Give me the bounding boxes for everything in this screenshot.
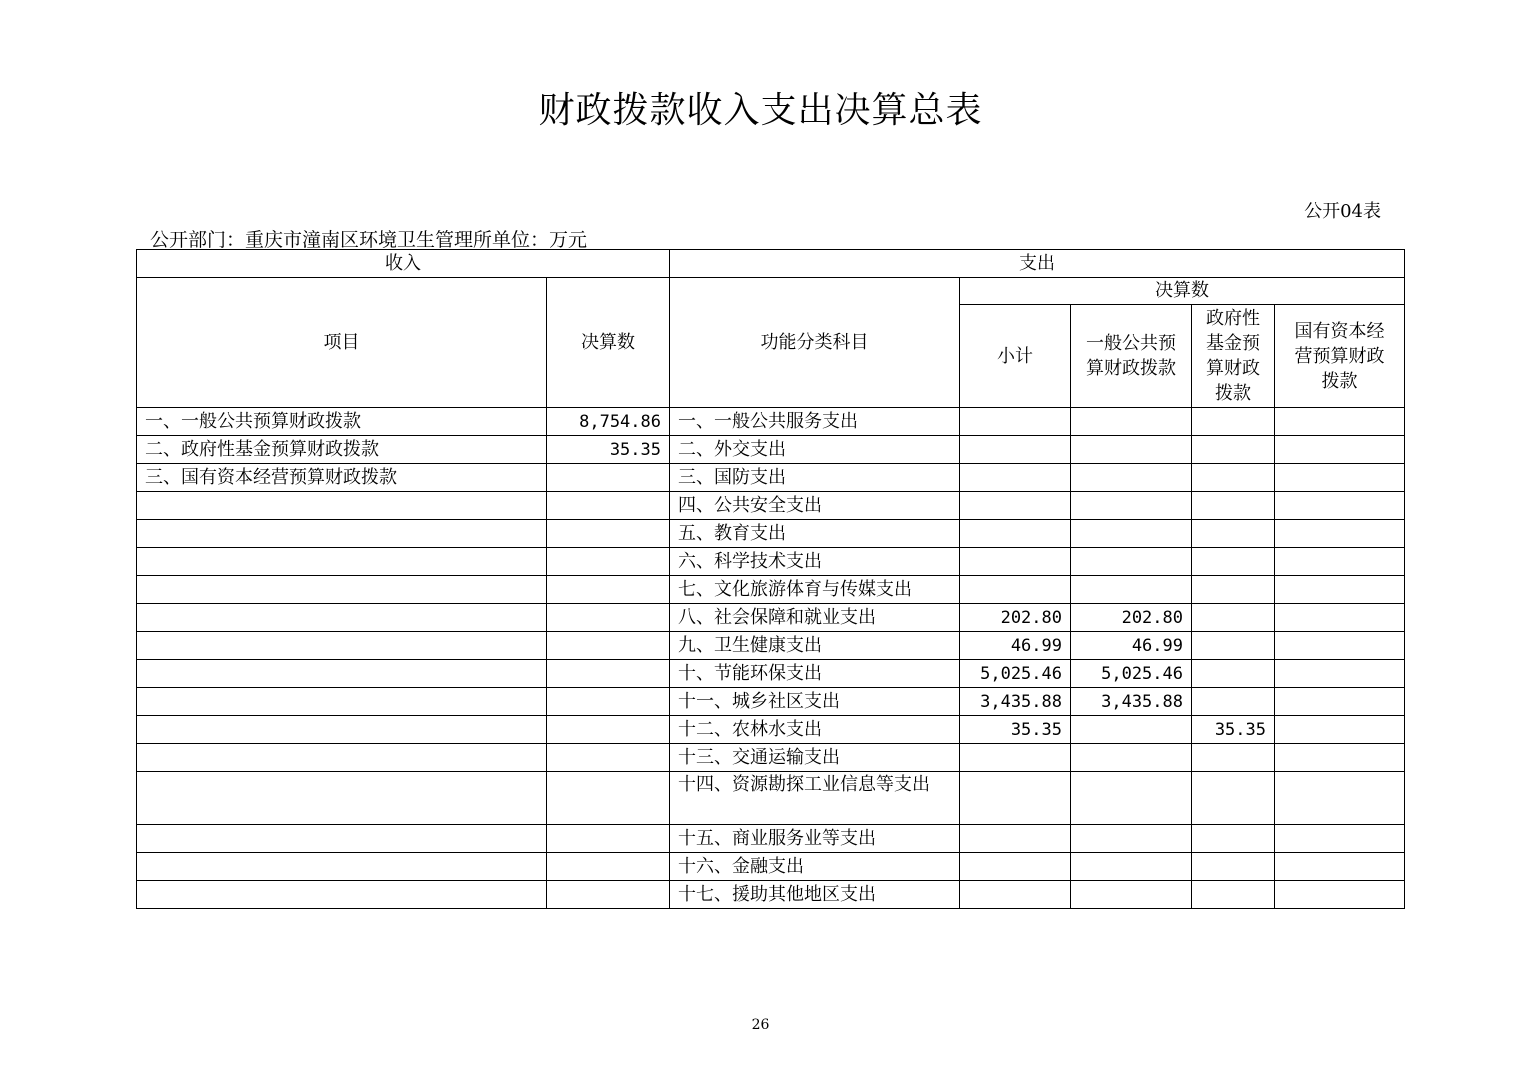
state-capital-cell <box>1275 492 1405 520</box>
state-capital-cell <box>1275 716 1405 744</box>
general-budget-cell <box>1071 548 1192 576</box>
table-row <box>137 436 1405 464</box>
expense-item-cell: 十二、农林水支出 <box>670 716 960 744</box>
general-budget-cell <box>1071 772 1192 825</box>
subtotal-cell <box>960 853 1071 881</box>
income-amount-cell <box>547 464 670 492</box>
general-budget-cell: 3,435.88 <box>1071 688 1192 716</box>
income-amount-cell <box>547 576 670 604</box>
income-amount-cell: 35.35 <box>547 436 670 464</box>
gov-fund-cell <box>1192 576 1275 604</box>
general-budget-cell <box>1071 464 1192 492</box>
expense-item-cell: 十三、交通运输支出 <box>670 744 960 772</box>
state-capital-cell <box>1275 660 1405 688</box>
income-item-cell <box>137 853 547 881</box>
table-row <box>137 548 1405 576</box>
state-capital-cell <box>1275 604 1405 632</box>
gov-fund-cell <box>1192 660 1275 688</box>
gov-fund-cell <box>1192 604 1275 632</box>
expense-item-cell: 十一、城乡社区支出 <box>670 688 960 716</box>
income-amount-cell <box>547 548 670 576</box>
page-title: 财政拨款收入支出决算总表 <box>538 90 983 131</box>
table-row <box>137 881 1405 909</box>
table-row <box>137 576 1405 604</box>
gov-fund-cell <box>1192 744 1275 772</box>
fiscal-summary-table <box>136 249 1405 909</box>
income-amount-cell <box>547 772 670 825</box>
gov-fund-cell <box>1192 520 1275 548</box>
page-number: 26 <box>751 1017 770 1033</box>
general-budget-cell <box>1071 576 1192 604</box>
income-amount-cell <box>547 716 670 744</box>
expense-item-cell: 四、公共安全支出 <box>670 492 960 520</box>
expense-item-cell: 十四、资源勘探工业信息等支出 <box>670 772 960 825</box>
department-unit-line: 公开部门：重庆市潼南区环境卫生管理所单位：万元 <box>150 229 588 251</box>
expense-item-cell: 十六、金融支出 <box>670 853 960 881</box>
general-budget-column-header: 一般公共预算财政拨款 <box>1071 305 1192 408</box>
income-item-cell <box>137 772 547 825</box>
income-header: 收入 <box>137 250 670 278</box>
table-row <box>137 520 1405 548</box>
form-code: 公开04表 <box>1304 201 1381 222</box>
income-item-cell <box>137 492 547 520</box>
general-budget-cell <box>1071 716 1192 744</box>
gov-fund-column-header: 政府性基金预算财政拨款 <box>1192 305 1275 408</box>
income-item-cell <box>137 744 547 772</box>
gov-fund-cell <box>1192 688 1275 716</box>
expense-header: 支出 <box>670 250 1405 278</box>
subtotal-cell <box>960 576 1071 604</box>
subtotal-cell <box>960 520 1071 548</box>
subtotal-cell: 46.99 <box>960 632 1071 660</box>
subtotal-cell <box>960 408 1071 436</box>
subtotal-cell <box>960 772 1071 825</box>
gov-fund-cell <box>1192 632 1275 660</box>
state-capital-cell <box>1275 744 1405 772</box>
income-item-cell: 二、政府性基金预算财政拨款 <box>137 436 547 464</box>
table-row <box>137 772 1405 825</box>
general-budget-cell <box>1071 492 1192 520</box>
income-item-cell <box>137 548 547 576</box>
gov-fund-cell <box>1192 492 1275 520</box>
general-budget-cell <box>1071 520 1192 548</box>
expense-item-cell: 十、节能环保支出 <box>670 660 960 688</box>
subtotal-cell <box>960 825 1071 853</box>
income-amount-cell <box>547 825 670 853</box>
expense-item-cell: 二、外交支出 <box>670 436 960 464</box>
general-budget-cell <box>1071 744 1192 772</box>
state-capital-cell <box>1275 408 1405 436</box>
income-amount-cell <box>547 660 670 688</box>
gov-fund-cell <box>1192 464 1275 492</box>
general-budget-cell <box>1071 853 1192 881</box>
state-capital-cell <box>1275 436 1405 464</box>
subtotal-cell: 5,025.46 <box>960 660 1071 688</box>
gov-fund-cell <box>1192 772 1275 825</box>
income-item-cell <box>137 825 547 853</box>
gov-fund-cell <box>1192 853 1275 881</box>
state-capital-cell <box>1275 853 1405 881</box>
func-category-column-header: 功能分类科目 <box>670 278 960 408</box>
income-amount-cell <box>547 688 670 716</box>
gov-fund-cell <box>1192 881 1275 909</box>
income-amount-cell: 8,754.86 <box>547 408 670 436</box>
state-capital-cell <box>1275 576 1405 604</box>
general-budget-cell <box>1071 436 1192 464</box>
table-row <box>137 492 1405 520</box>
expense-item-cell: 八、社会保障和就业支出 <box>670 604 960 632</box>
subtotal-cell: 35.35 <box>960 716 1071 744</box>
expense-item-cell: 一、一般公共服务支出 <box>670 408 960 436</box>
table-row <box>137 408 1405 436</box>
gov-fund-cell <box>1192 436 1275 464</box>
income-item-cell <box>137 604 547 632</box>
expense-item-cell: 十七、援助其他地区支出 <box>670 881 960 909</box>
table-row <box>137 604 1405 632</box>
income-item-cell <box>137 881 547 909</box>
subtotal-cell: 202.80 <box>960 604 1071 632</box>
subtotal-cell <box>960 464 1071 492</box>
final-amount-group-header: 决算数 <box>960 278 1405 305</box>
state-capital-column-header: 国有资本经营预算财政拨款 <box>1275 305 1405 408</box>
income-item-cell <box>137 576 547 604</box>
income-item-cell <box>137 632 547 660</box>
gov-fund-cell <box>1192 548 1275 576</box>
state-capital-cell <box>1275 520 1405 548</box>
expense-item-cell: 三、国防支出 <box>670 464 960 492</box>
gov-fund-cell <box>1192 825 1275 853</box>
income-amount-cell <box>547 604 670 632</box>
income-amount-cell <box>547 881 670 909</box>
amount-column-header: 决算数 <box>547 278 670 408</box>
table-body <box>137 408 1405 909</box>
income-amount-cell <box>547 520 670 548</box>
expense-item-cell: 五、教育支出 <box>670 520 960 548</box>
general-budget-cell <box>1071 825 1192 853</box>
state-capital-cell <box>1275 825 1405 853</box>
general-budget-cell <box>1071 881 1192 909</box>
state-capital-cell <box>1275 688 1405 716</box>
state-capital-cell <box>1275 548 1405 576</box>
table-row <box>137 744 1405 772</box>
state-capital-cell <box>1275 772 1405 825</box>
table-row <box>137 688 1405 716</box>
item-column-header: 项目 <box>137 278 547 408</box>
gov-fund-cell <box>1192 408 1275 436</box>
income-item-cell <box>137 688 547 716</box>
income-amount-cell <box>547 744 670 772</box>
state-capital-cell <box>1275 881 1405 909</box>
general-budget-cell <box>1071 408 1192 436</box>
general-budget-cell: 202.80 <box>1071 604 1192 632</box>
table-row <box>137 716 1405 744</box>
expense-item-cell: 六、科学技术支出 <box>670 548 960 576</box>
subtotal-cell: 3,435.88 <box>960 688 1071 716</box>
table-row <box>137 464 1405 492</box>
table-row <box>137 632 1405 660</box>
table-row <box>137 660 1405 688</box>
table-row <box>137 853 1405 881</box>
income-item-cell <box>137 716 547 744</box>
income-amount-cell <box>547 632 670 660</box>
gov-fund-cell: 35.35 <box>1192 716 1275 744</box>
income-amount-cell <box>547 853 670 881</box>
subtotal-cell <box>960 881 1071 909</box>
income-amount-cell <box>547 492 670 520</box>
subtotal-cell <box>960 548 1071 576</box>
subtotal-column-header: 小计 <box>960 305 1071 408</box>
table-row <box>137 825 1405 853</box>
expense-item-cell: 十五、商业服务业等支出 <box>670 825 960 853</box>
general-budget-cell: 46.99 <box>1071 632 1192 660</box>
subtotal-cell <box>960 436 1071 464</box>
general-budget-cell: 5,025.46 <box>1071 660 1192 688</box>
state-capital-cell <box>1275 632 1405 660</box>
subtotal-cell <box>960 744 1071 772</box>
expense-item-cell: 九、卫生健康支出 <box>670 632 960 660</box>
income-item-cell <box>137 660 547 688</box>
income-item-cell <box>137 520 547 548</box>
income-item-cell: 一、一般公共预算财政拨款 <box>137 408 547 436</box>
state-capital-cell <box>1275 464 1405 492</box>
income-item-cell: 三、国有资本经营预算财政拨款 <box>137 464 547 492</box>
subtotal-cell <box>960 492 1071 520</box>
expense-item-cell: 七、文化旅游体育与传媒支出 <box>670 576 960 604</box>
